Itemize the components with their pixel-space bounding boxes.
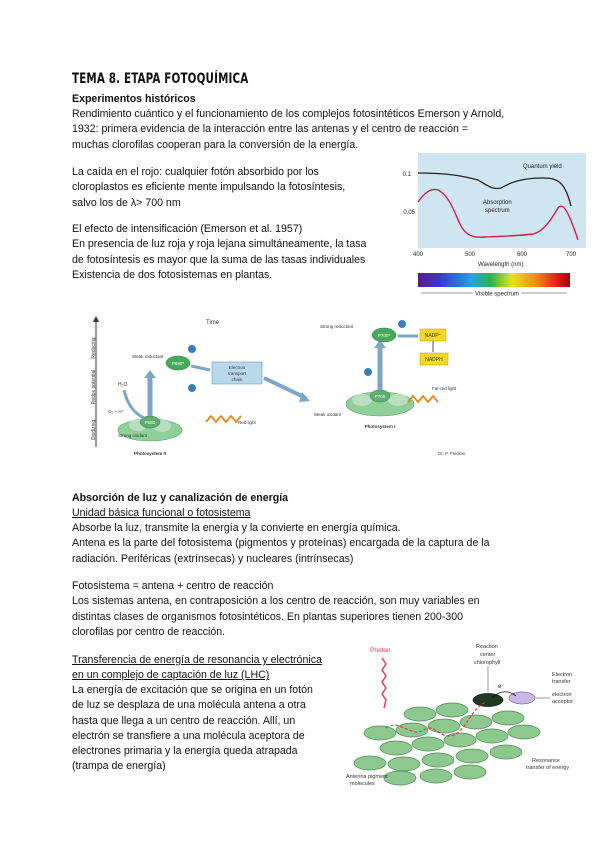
text-line: Existencia de dos fotosistemas en plantas. [72,268,273,281]
quantum-yield-label: Quantum yield [523,164,562,170]
text-line: en un complejo de captación de luz (LHC) [72,669,270,682]
lhc-subheading [72,653,322,684]
electron-icon [398,320,406,328]
red-drop-paragraph [72,165,345,211]
quantum-yield-absorption-figure [393,150,593,300]
p680-label: P680 [144,420,156,425]
red-light-wave [206,416,241,422]
antenna-disks [354,703,540,785]
y-axis-bottom-label: Oxidizing [91,419,97,441]
water-arrow [124,390,144,418]
text-line: muchas clorofilas cooperan para la conversión de la energía. [72,138,359,151]
ps1-subunit [388,394,408,406]
text-line: Fotosistema = antena + centro de reacción [72,580,274,592]
absorption-label-1: Absorption [483,200,512,206]
text-line: salvo los de λ> 700 nm [72,196,181,209]
antenna-pigment-label-2: molecules [350,781,375,787]
text-line: electrones primaria y la energía queda atrapada [72,745,298,758]
electron-icon [188,345,196,353]
ps2-label: Photosystem II [133,451,167,456]
y-axis-top-label: Reducing [91,337,97,359]
h2o-label: H₂O [118,382,128,388]
resonance-label-2: transfer of energy [526,765,570,771]
y-axis-arrowhead [93,316,99,322]
text-line: clorofilas por centro de reacción. [72,625,226,638]
electron-transfer-label-1: Electron [552,672,573,678]
reaction-center-chlorophyll [473,694,503,707]
resonance-label-1: Resonance [532,758,560,764]
text-line: Los sistemas antena, en contraposición a los centro de reacción, son muy variables en [72,595,480,608]
text-line: Absorbe la luz, transmite la energía y la convierte en energía química. [72,522,401,534]
text-line: La energía de excitación que se origina en un fotón [72,684,313,696]
electron-transfer-label-2: transfer [552,679,571,685]
transfer-arrow [264,378,306,398]
text-line: hasta que llega a un centro de reacción. Allí, un [72,714,296,727]
x-axis-label: Wavelength (nm) [478,262,524,268]
excitation-paragraph [72,683,313,775]
weak-reductant-label: Weak reductant [132,354,164,359]
text-line: Antena es la parte del fotosistema (pigmentos y proteínas) encargada de la captura de la [72,537,490,550]
text-line: electrón se transfiere a una molécula aceptora de [72,729,305,742]
electron-icon [364,368,372,376]
section1-heading: Experimentos históricos [72,93,196,105]
electron-acceptor-label-2: acceptor [552,699,574,705]
reaction-center-label-3: chlorophyll [474,660,501,666]
photosystem-paragraph [72,521,490,567]
transfer-arrow [191,366,210,370]
ps1-label: Photosystem I [364,424,396,429]
ps1-subunit [352,394,372,406]
text-line: El efecto de intensificación (Emerson et al. 1957) [72,223,303,235]
antenna-pigment-label-1: Antenna pigment [346,774,388,780]
lhc-diagram [340,638,590,798]
weak-oxidant-label: Weak oxidant [314,412,342,417]
p700-star-label: P700* [377,333,391,338]
text-line: La caída en el rojo: cualquier fotón absorbido por los [72,166,319,178]
text-line: En presencia de luz roja y roja lejana simultáneamente, la tasa [72,238,367,251]
text-line: 1932: primera evidencia de la interacción entre las antenas y el centro de reacción = [72,123,469,136]
visible-spectrum-label: Visible spectrum [475,291,519,298]
x-tick: 700 [565,252,577,258]
page-title: TEMA 8. ETAPA FOTOQUÍMICA [72,71,249,87]
etc-label-2: transport [228,371,246,376]
etc-label-3: chain [231,377,243,382]
y-tick: 0.1 [402,172,411,178]
text-line: de fotosíntesis es mayor que la suma de las tasas individuales [72,253,366,266]
electron-icon [188,384,196,392]
visible-spectrum-bar [418,273,570,287]
x-tick: 500 [464,252,476,258]
z-scheme-figure [88,312,480,462]
photon-label: Photon [370,647,391,654]
p700-label: P700 [374,394,386,399]
far-red-light-label: Far-red light [432,386,457,391]
text-line: distintas clases de organismos fotosintéticos. En plantas superiores tienen 200-300 [72,610,464,623]
reaction-center-label-2: center [480,652,496,658]
text-line: Transferencia de energía de resonancia y electrónica [72,654,322,666]
strong-reductant-label: Strong reductant [320,324,354,329]
o2-label: O₂ + H⁺ [108,409,125,414]
nadp-plus-label: NADP⁺ [424,333,442,339]
y-axis-label: Redox potential [91,369,97,405]
electron-acceptor-label-1: electron [552,692,572,698]
strong-oxidant-label: Strong oxidant [118,433,148,438]
text-line: Rendimiento cuántico y el funcionamiento de los complejos fotosintéticos Emerson y Arnold, [72,108,505,120]
y-tick: 0.05 [403,210,415,216]
x-tick: 600 [516,252,528,258]
credit-label: Dr. P. Piedras [438,451,466,456]
text-line: (trampa de energía) [72,760,166,773]
section2-heading: Absorción de luz y canalización de energía [72,492,289,504]
enhancement-paragraph [72,222,366,283]
absorption-label-2: spectrum [485,208,510,214]
p680-star-label: P680* [171,361,185,366]
electron-label: e⁻ [498,684,505,690]
antenna-paragraph [72,579,480,640]
section2-subheading: Unidad básica funcional o fotosistema [72,507,251,519]
red-light-label: Red light [238,420,256,425]
photon-wave [382,658,386,708]
time-label: Time [206,320,220,326]
arrowhead [144,370,156,378]
text-line: cloroplastos es eficiente mente impulsando la fotosíntesis, [72,181,346,194]
etc-label-1: Electron [228,365,246,370]
x-tick: 400 [412,252,424,258]
text-line: de luz se desplaza de una molécula antena a otra [72,699,306,712]
section1-intro [72,107,504,153]
reaction-center-label-1: Reaction [476,644,498,650]
nadph-label: NADPH [425,357,443,363]
text-line: radiación. Periféricas (extrínsecas) y nucleares (intrínsecas) [72,552,354,565]
